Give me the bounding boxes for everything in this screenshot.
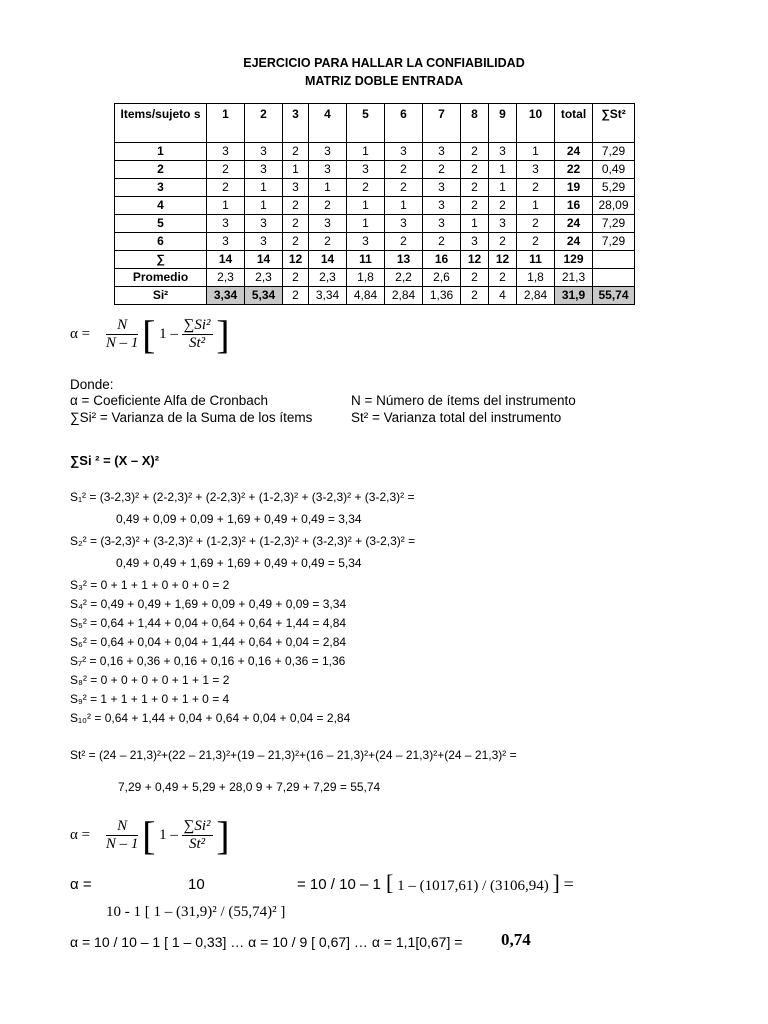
header-cell: 2 bbox=[245, 104, 283, 143]
table-cell: 2 bbox=[385, 233, 423, 251]
table-cell: 2 bbox=[489, 197, 517, 215]
header-cell: 10 bbox=[517, 104, 555, 143]
table-cell: 14 bbox=[207, 251, 245, 269]
document-subtitle: MATRIZ DOBLE ENTRADA bbox=[304, 74, 464, 88]
table-cell: 1 bbox=[461, 215, 489, 233]
table-cell: 7,29 bbox=[593, 233, 635, 251]
table-cell: 3 bbox=[423, 143, 461, 161]
alpha-label: α = bbox=[70, 326, 91, 342]
table-cell: 21,3 bbox=[555, 269, 593, 287]
table-cell: 2,84 bbox=[385, 287, 423, 305]
row-label: 5 bbox=[115, 215, 207, 233]
si-numerator-2: ∑Si² bbox=[183, 818, 211, 834]
st-formula: St² = (24 – 21,3)²+(22 – 21,3)²+(19 – 21,3)²+(16 – 21,3)²+(24 – 21,3)²+(24 – 21,3)² = bbox=[70, 748, 517, 762]
table-cell: 1 bbox=[245, 179, 283, 197]
alpha-formula bbox=[70, 311, 230, 358]
table-cell: 3 bbox=[423, 179, 461, 197]
calc-expr: = 10 / 10 – 1 bbox=[297, 876, 381, 893]
n-definition: N = Número de ítems del instrumento bbox=[351, 393, 576, 408]
table-cell: 3 bbox=[347, 161, 385, 179]
calc-right-bracket: ] bbox=[552, 870, 560, 895]
header-cell: ∑St² bbox=[593, 104, 635, 143]
sum-formula: ∑Si ² = (X – X)² bbox=[70, 453, 160, 468]
s9-values: S₉² = 1 + 1 + 1 + 0 + 1 + 0 = 4 bbox=[70, 692, 230, 706]
row-label: ∑ bbox=[115, 251, 207, 269]
calc2: 10 - 1 [ 1 – (31,9)² / (55,74)² ] bbox=[106, 904, 286, 920]
s10-values: S₁₀² = 0,64 + 1,44 + 0,04 + 0,64 + 0,04 + 0,04 = 2,84 bbox=[70, 711, 351, 725]
table-cell: 2 bbox=[461, 269, 489, 287]
header-cell: total bbox=[555, 104, 593, 143]
s1-values: 0,49 + 0,09 + 0,09 + 1,69 + 0,49 + 0,49 = 3,34 bbox=[116, 512, 362, 526]
calc-equals: = bbox=[563, 874, 574, 894]
si-definition: ∑Si² = Varianza de la Suma de los ítems bbox=[70, 410, 313, 425]
table-cell: 1 bbox=[489, 179, 517, 197]
table-cell: 2 bbox=[283, 197, 309, 215]
n-fraction bbox=[106, 317, 139, 352]
si-fraction-2 bbox=[182, 818, 213, 853]
table-cell: 11 bbox=[517, 251, 555, 269]
table-cell: 2 bbox=[423, 161, 461, 179]
calc-ten: 10 bbox=[188, 876, 205, 893]
alpha-definition: α = Coeficiente Alfa de Cronbach bbox=[70, 393, 269, 408]
table-row bbox=[115, 179, 635, 197]
calc-bracket-content: 1 – (1017,61) / (3106,94) bbox=[397, 878, 549, 894]
table-cell bbox=[593, 251, 635, 269]
table-cell: 2 bbox=[207, 161, 245, 179]
table-cell: 2 bbox=[283, 215, 309, 233]
table-cell: 24 bbox=[555, 215, 593, 233]
table-cell: 2 bbox=[283, 233, 309, 251]
table-cell: 2 bbox=[309, 233, 347, 251]
table-cell: 3 bbox=[489, 215, 517, 233]
table-cell: 3 bbox=[489, 143, 517, 161]
table-cell: 1 bbox=[517, 143, 555, 161]
alpha-formula-2 bbox=[70, 812, 230, 859]
n-denominator: N – 1 bbox=[105, 335, 139, 351]
header-cell: 5 bbox=[347, 104, 385, 143]
alpha-label-2: α = bbox=[70, 827, 91, 843]
left-bracket: [ bbox=[142, 312, 156, 357]
table-cell: 2 bbox=[489, 269, 517, 287]
left-bracket-2: [ bbox=[142, 813, 156, 858]
calc-left-bracket: [ bbox=[386, 870, 394, 895]
table-cell: 1 bbox=[207, 197, 245, 215]
table-cell: 7,29 bbox=[593, 143, 635, 161]
table-cell: 2 bbox=[517, 215, 555, 233]
table-row bbox=[115, 161, 635, 179]
table-cell: 1 bbox=[489, 161, 517, 179]
table-cell: 2 bbox=[347, 179, 385, 197]
table-cell: 2 bbox=[385, 179, 423, 197]
header-cell: 3 bbox=[283, 104, 309, 143]
header-items-sujetos: Items/sujeto s bbox=[115, 104, 207, 143]
table-cell: 1,36 bbox=[423, 287, 461, 305]
row-label: 2 bbox=[115, 161, 207, 179]
table-cell: 3 bbox=[207, 143, 245, 161]
table-cell: 3 bbox=[309, 215, 347, 233]
table-cell: 2 bbox=[283, 143, 309, 161]
table-cell: 1 bbox=[245, 197, 283, 215]
table-cell: 16 bbox=[555, 197, 593, 215]
table-cell: 3 bbox=[385, 215, 423, 233]
table-cell: 3 bbox=[245, 161, 283, 179]
row-label: 4 bbox=[115, 197, 207, 215]
table-cell: 2,3 bbox=[309, 269, 347, 287]
one-minus-2: 1 – bbox=[159, 827, 178, 843]
table-cell: 1,8 bbox=[347, 269, 385, 287]
header-cell: 7 bbox=[423, 104, 461, 143]
n-numerator: N bbox=[106, 317, 139, 335]
table-cell: 2 bbox=[489, 233, 517, 251]
table-cell: 1 bbox=[347, 215, 385, 233]
s6-values: S₆² = 0,64 + 0,04 + 0,04 + 1,44 + 0,64 + 0,04 = 2,84 bbox=[70, 635, 347, 649]
table-cell: 2,3 bbox=[207, 269, 245, 287]
table-cell: 3 bbox=[245, 233, 283, 251]
table-cell: 24 bbox=[555, 143, 593, 161]
table-cell: 14 bbox=[245, 251, 283, 269]
s8-values: S₈² = 0 + 0 + 0 + 0 + 1 + 1 = 2 bbox=[70, 673, 230, 687]
row-label: Promedio bbox=[115, 269, 207, 287]
table-cell: 2,2 bbox=[385, 269, 423, 287]
si-numerator: ∑Si² bbox=[183, 317, 211, 333]
document-title: EJERCICIO PARA HALLAR LA CONFIABILIDAD bbox=[243, 56, 525, 70]
table-row bbox=[115, 233, 635, 251]
s5-values: S₅² = 0,64 + 1,44 + 0,04 + 0,64 + 0,64 + 1,44 = 4,84 bbox=[70, 616, 347, 630]
table-cell: 1 bbox=[347, 143, 385, 161]
table-cell: 24 bbox=[555, 233, 593, 251]
si-fraction bbox=[182, 317, 213, 352]
s3-values: S₃² = 0 + 1 + 1 + 0 + 0 + 0 = 2 bbox=[70, 578, 230, 592]
table-cell: 2 bbox=[423, 233, 461, 251]
table-cell: 1 bbox=[309, 179, 347, 197]
donde-label: Donde: bbox=[70, 377, 114, 392]
table-cell: 1,8 bbox=[517, 269, 555, 287]
table-cell: 19 bbox=[555, 179, 593, 197]
s2-values: 0,49 + 0,49 + 1,69 + 1,69 + 0,49 + 0,49 = 5,34 bbox=[116, 556, 362, 570]
s2-formula: S₂² = (3-2,3)² + (3-2,3)² + (1-2,3)² + (1-2,3)² + (3-2,3)² + (3-2,3)² = bbox=[70, 534, 416, 548]
table-cell: 2 bbox=[461, 179, 489, 197]
n-denominator-2: N – 1 bbox=[105, 836, 139, 852]
table-cell: 3 bbox=[423, 215, 461, 233]
table-cell: 12 bbox=[489, 251, 517, 269]
header-cell: 9 bbox=[489, 104, 517, 143]
header-cell: 8 bbox=[461, 104, 489, 143]
table-cell: 5,29 bbox=[593, 179, 635, 197]
table-cell: 2 bbox=[283, 287, 309, 305]
table-cell: 2,6 bbox=[423, 269, 461, 287]
header-cell: 1 bbox=[207, 104, 245, 143]
s1-formula: S₁² = (3-2,3)² + (2-2,3)² + (2-2,3)² + (1-2,3)² + (3-2,3)² + (3-2,3)² = bbox=[70, 490, 415, 504]
right-bracket: ] bbox=[216, 312, 230, 357]
table-cell: 3,34 bbox=[309, 287, 347, 305]
alpha-result: 0,74 bbox=[501, 930, 531, 949]
st-definition: St² = Varianza total del instrumento bbox=[351, 410, 562, 425]
table-cell: 3 bbox=[245, 143, 283, 161]
table-cell: 2 bbox=[283, 269, 309, 287]
table-cell: 28,09 bbox=[593, 197, 635, 215]
table-cell: 3 bbox=[309, 143, 347, 161]
table-cell: 11 bbox=[347, 251, 385, 269]
calc-bracket-expr bbox=[386, 870, 574, 896]
right-bracket-2: ] bbox=[216, 813, 230, 858]
matrix-table bbox=[114, 103, 635, 305]
table-cell bbox=[593, 269, 635, 287]
table-cell: 16 bbox=[423, 251, 461, 269]
table-cell: 0,49 bbox=[593, 161, 635, 179]
row-label: 1 bbox=[115, 143, 207, 161]
table-cell: 55,74 bbox=[593, 287, 635, 305]
table-cell: 3 bbox=[347, 233, 385, 251]
table-cell: 2 bbox=[517, 233, 555, 251]
table-cell: 5,34 bbox=[245, 287, 283, 305]
table-cell: 2,84 bbox=[517, 287, 555, 305]
row-label: 6 bbox=[115, 233, 207, 251]
table-cell: 2 bbox=[461, 197, 489, 215]
table-cell: 3 bbox=[385, 143, 423, 161]
table-cell: 2 bbox=[461, 287, 489, 305]
header-cell: 4 bbox=[309, 104, 347, 143]
header-cell: 6 bbox=[385, 104, 423, 143]
calc3: α = 10 / 10 – 1 [ 1 – 0,33] … α = 10 / 9 [ 0,67] … α = 1,1[0,67] = bbox=[70, 934, 463, 950]
st-values: 7,29 + 0,49 + 5,29 + 28,0 9 + 7,29 + 7,29 = 55,74 bbox=[118, 780, 381, 794]
table-row bbox=[115, 269, 635, 287]
calc-alpha-label: α = bbox=[70, 876, 92, 893]
table-cell: 3 bbox=[461, 233, 489, 251]
row-label: 3 bbox=[115, 179, 207, 197]
table-row bbox=[115, 197, 635, 215]
table-cell: 4 bbox=[489, 287, 517, 305]
table-cell: 2 bbox=[309, 197, 347, 215]
table-cell: 14 bbox=[309, 251, 347, 269]
n-fraction-2 bbox=[106, 818, 139, 853]
n-numerator-2: N bbox=[106, 818, 139, 836]
table-row bbox=[115, 215, 635, 233]
table-cell: 3 bbox=[283, 179, 309, 197]
table-cell: 31,9 bbox=[555, 287, 593, 305]
table-cell: 2 bbox=[461, 161, 489, 179]
table-cell: 2 bbox=[207, 179, 245, 197]
table-cell: 2 bbox=[385, 161, 423, 179]
table-cell: 3 bbox=[309, 161, 347, 179]
table-row bbox=[115, 287, 635, 305]
table-cell: 12 bbox=[283, 251, 309, 269]
table-cell: 3 bbox=[245, 215, 283, 233]
one-minus: 1 – bbox=[159, 326, 178, 342]
s7-values: S₇² = 0,16 + 0,36 + 0,16 + 0,16 + 0,16 + 0,36 = 1,36 bbox=[70, 654, 346, 668]
s4-values: S₄² = 0,49 + 0,49 + 1,69 + 0,09 + 0,49 + 0,09 = 3,34 bbox=[70, 597, 347, 611]
table-cell: 1 bbox=[517, 197, 555, 215]
table-cell: 3 bbox=[423, 197, 461, 215]
table-cell: 3 bbox=[517, 161, 555, 179]
table-cell: 7,29 bbox=[593, 215, 635, 233]
st-denominator-2: St² bbox=[189, 836, 206, 852]
table-cell: 2,3 bbox=[245, 269, 283, 287]
table-cell: 2 bbox=[461, 143, 489, 161]
row-label: Si² bbox=[115, 287, 207, 305]
table-row bbox=[115, 143, 635, 161]
table-cell: 12 bbox=[461, 251, 489, 269]
table-cell: 1 bbox=[283, 161, 309, 179]
table-cell: 3 bbox=[207, 233, 245, 251]
table-cell: 13 bbox=[385, 251, 423, 269]
table-cell: 1 bbox=[347, 197, 385, 215]
table-cell: 3,34 bbox=[207, 287, 245, 305]
table-cell: 2 bbox=[517, 179, 555, 197]
table-cell: 22 bbox=[555, 161, 593, 179]
table-cell: 129 bbox=[555, 251, 593, 269]
table-cell: 1 bbox=[385, 197, 423, 215]
table-cell: 3 bbox=[207, 215, 245, 233]
table-row bbox=[115, 251, 635, 269]
st-denominator: St² bbox=[189, 335, 206, 351]
table-cell: 4,84 bbox=[347, 287, 385, 305]
